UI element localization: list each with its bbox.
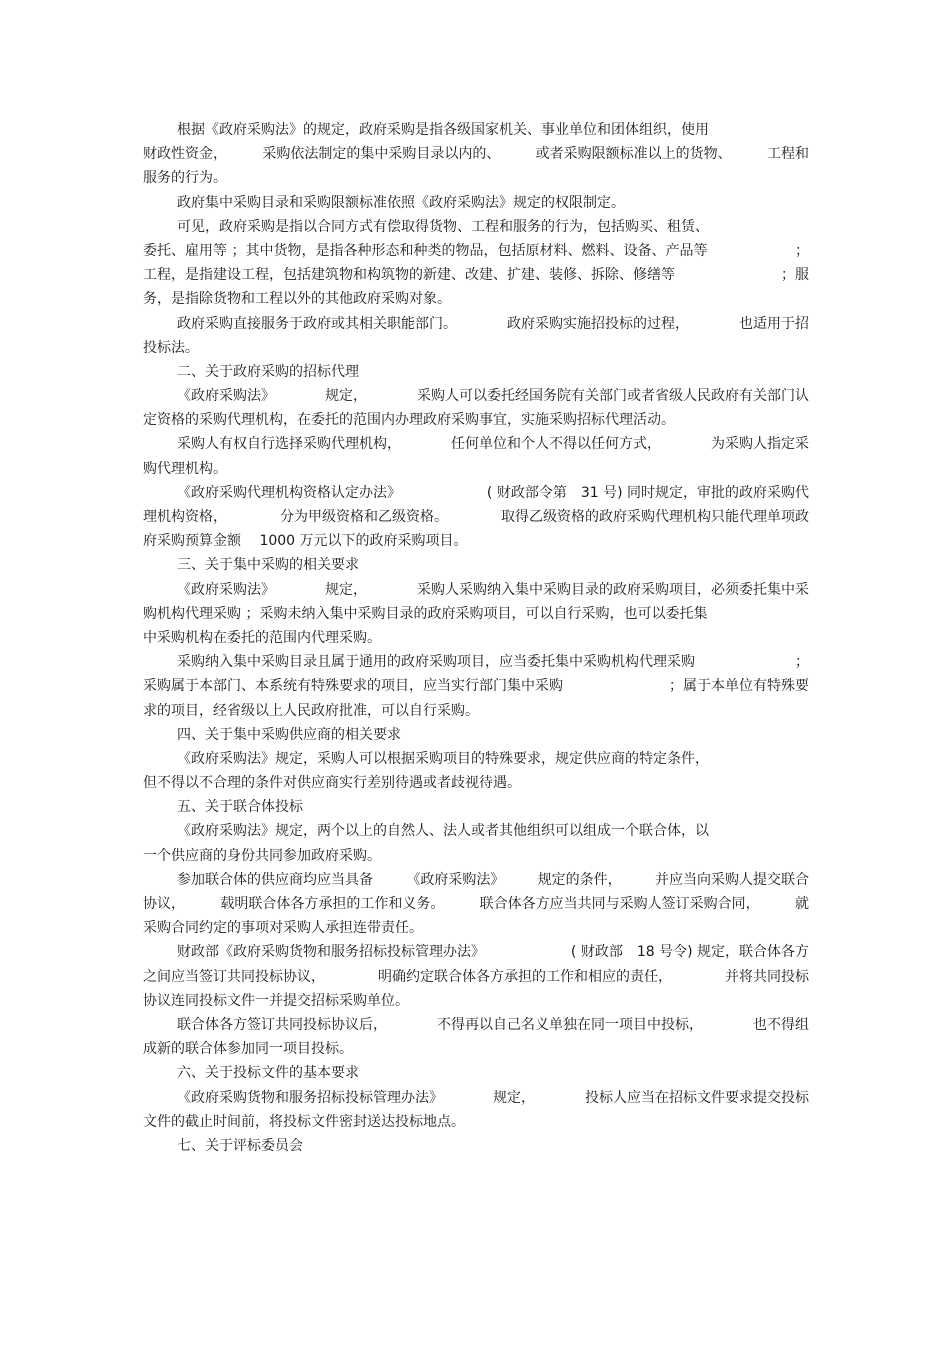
text-segment: 并应当向采购人提交联合 [654, 871, 809, 888]
text-segment: ；属于本单位有特殊要 [669, 678, 809, 695]
text-segment: 规定， [493, 1089, 535, 1106]
text-line [143, 529, 809, 553]
text-segment: 二、关于政府采购的招标代理 [177, 363, 359, 380]
text-segment: 采购人采购纳入集中采购目录的政府采购项目，必须委托集中采 [417, 581, 809, 598]
text-line [143, 432, 809, 456]
text-line [143, 1086, 809, 1110]
text-segment: 采购人可以委托经国务院有关部门或者省级人民政府有关部门认 [417, 388, 809, 405]
text-segment: 联合体各方签订共同投标协议后， [177, 1016, 387, 1033]
text-segment: 规定， [325, 581, 367, 598]
text-line [143, 263, 809, 287]
text-line [143, 989, 809, 1013]
text-segment: 可见，政府采购是指以合同方式有偿取得货物、工程和服务的行为，包括购买、租赁、 [177, 218, 709, 235]
text-segment: 务，是指除货物和工程以外的其他政府采购对象。 [143, 291, 451, 308]
text-segment: ；服 [781, 267, 809, 284]
text-segment: 投标法。 [143, 339, 199, 356]
document-body [143, 118, 809, 1158]
text-line [143, 360, 809, 384]
text-line [143, 457, 809, 481]
text-line [143, 336, 809, 360]
text-line [143, 916, 809, 940]
text-segment: 政府采购直接服务于政府或其相关职能部门。 [177, 315, 457, 332]
text-line [143, 481, 809, 505]
text-segment: 一个供应商的身份共同参加政府采购。 [143, 847, 381, 864]
text-line [143, 747, 809, 771]
text-segment: 七、关于评标委员会 [177, 1137, 303, 1154]
text-segment: 求的项目，经省级以上人民政府批准，可以自行采购。 [143, 702, 479, 719]
text-segment: 定资格的采购代理机构，在委托的范围内办理政府采购事宜，实施采购招标代理活动。 [143, 412, 675, 429]
text-segment: 《政府采购货物和服务招标投标管理办法》 [177, 1089, 443, 1106]
text-segment: 三、关于集中采购的相关要求 [177, 557, 359, 574]
text-segment: ； [795, 654, 809, 671]
text-segment: 成新的联合体参加同一项目投标。 [143, 1041, 353, 1058]
text-segment: 采购属于本部门、本系统有特殊要求的项目，应当实行部门集中采购 [143, 678, 563, 695]
text-line [143, 553, 809, 577]
text-segment: ； [795, 242, 809, 259]
text-segment: 协议连同投标文件一并提交招标采购单位。 [143, 992, 409, 1009]
text-segment: 购机构代理采购 ；采购未纳入集中采购目录的政府采购项目，可以自行采购，也可以委托集 [143, 605, 708, 622]
text-line [143, 602, 809, 626]
text-line [143, 650, 809, 674]
text-segment: 参加联合体的供应商均应当具备 [177, 871, 373, 888]
text-line [143, 239, 809, 263]
text-line [143, 142, 809, 166]
text-segment: 六、关于投标文件的基本要求 [177, 1065, 359, 1082]
text-segment: 中采购机构在委托的范围内代理采购。 [143, 629, 381, 646]
text-segment: 工程和 [766, 146, 809, 163]
text-segment: 载明联合体各方承担的工作和义务。 [220, 896, 445, 912]
text-segment: 或者采购限额标准以上的货物、 [535, 146, 732, 163]
text-segment: 也不得组 [753, 1016, 809, 1033]
text-segment: 联合体各方应当共同与采购人签订采购合同， [479, 896, 760, 912]
text-line [143, 1037, 809, 1061]
text-segment: 购代理机构。 [143, 460, 227, 477]
text-line [143, 312, 809, 336]
text-segment: 也适用于招 [739, 315, 809, 332]
text-line [143, 191, 809, 215]
text-line [143, 1110, 809, 1134]
text-segment: 之间应当签订共同投标协议， [143, 968, 325, 985]
text-line [143, 940, 809, 964]
text-line [143, 1134, 809, 1158]
text-segment: 理机构资格， [143, 509, 227, 525]
text-line [143, 118, 809, 142]
text-segment: 服务的行为。 [143, 170, 227, 187]
text-segment: ( 财政部令第 31 号) 同时规定，审批的政府采购代 [486, 484, 809, 501]
text-segment: 《政府采购法》规定，采购人可以根据采购项目的特殊要求，规定供应商的特定条件， [177, 750, 709, 767]
text-line [143, 844, 809, 868]
text-line [143, 215, 809, 239]
text-line [143, 771, 809, 795]
text-line [143, 892, 809, 916]
text-line [143, 578, 809, 602]
text-segment: 采购合同约定的事项对采购人承担连带责任。 [143, 920, 423, 937]
text-segment: 采购纳入集中采购目录且属于通用的政府采购项目，应当委托集中采购机构代理采购 [177, 654, 695, 671]
text-segment: 《政府采购法》 [177, 388, 275, 405]
text-segment: 政府集中采购目录和采购限额标准依照《政府采购法》规定的权限制定。 [177, 194, 625, 211]
text-segment: 规定， [325, 388, 367, 405]
text-line [143, 626, 809, 650]
text-segment: 《政府采购法》 [177, 581, 275, 598]
text-line [143, 505, 809, 529]
text-segment: 根据《政府采购法》的规定，政府采购是指各级国家机关、事业单位和团体组织，使用 [177, 122, 709, 138]
text-segment: 并将共同投标 [725, 968, 809, 985]
text-segment: 明确约定联合体各方承担的工作和相应的责任， [378, 968, 672, 985]
text-line [143, 408, 809, 432]
text-segment: 财政性资金， [143, 146, 227, 163]
text-segment: ( 财政部 18 号令) 规定，联合体各方 [570, 944, 809, 961]
text-line [143, 965, 809, 989]
text-line [143, 1061, 809, 1085]
text-segment: 《政府采购法》 [406, 871, 505, 888]
text-segment: 《政府采购代理机构资格认定办法》 [177, 484, 401, 501]
text-segment: 政府采购实施招投标的过程， [507, 315, 689, 332]
text-segment: 五、关于联合体投标 [177, 799, 303, 816]
text-line [143, 795, 809, 819]
text-segment: 协议， [143, 896, 185, 912]
text-segment: 四、关于集中采购供应商的相关要求 [177, 726, 401, 743]
text-line [143, 166, 809, 190]
text-segment: 为采购人指定采 [711, 436, 809, 453]
text-segment: 分为甲级资格和乙级资格。 [280, 509, 448, 525]
text-line [143, 287, 809, 311]
text-line [143, 819, 809, 843]
text-segment: 采购依法制定的集中采购目录以内的、 [262, 146, 501, 163]
text-line [143, 868, 809, 892]
text-segment: 采购人有权自行选择采购代理机构， [177, 436, 401, 453]
text-segment: 工程，是指建设工程，包括建筑物和构筑物的新建、改建、扩建、装修、拆除、修缮等 [143, 267, 675, 284]
text-line [143, 384, 809, 408]
text-segment: 取得乙级资格的政府采购代理机构只能代理单项政 [501, 509, 809, 525]
text-segment: 委托、雇用等 ；其中货物，是指各种形态和种类的物品，包括原材料、燃料、设备、产品等 [143, 242, 708, 259]
text-line [143, 723, 809, 747]
text-segment: 规定的条件， [537, 871, 622, 888]
text-segment: 投标人应当在招标文件要求提交投标 [585, 1089, 809, 1106]
text-segment: 就 [794, 896, 809, 912]
text-segment: 任何单位和个人不得以任何方式， [451, 436, 661, 453]
text-segment: 府采购预算金额 1000 万元以下的政府采购项目。 [143, 533, 468, 550]
text-segment: 不得再以自己名义单独在同一项目中投标， [437, 1016, 703, 1033]
text-segment: 《政府采购法》规定，两个以上的自然人、法人或者其他组织可以组成一个联合体，以 [177, 823, 709, 840]
text-line [143, 674, 809, 698]
text-segment: 文件的截止时间前，将投标文件密封送达投标地点。 [143, 1113, 465, 1130]
text-segment: 财政部《政府采购货物和服务招标投标管理办法》 [177, 944, 485, 961]
text-segment: 但不得以不合理的条件对供应商实行差别待遇或者歧视待遇。 [143, 775, 521, 792]
text-line [143, 1013, 809, 1037]
text-line [143, 699, 809, 723]
